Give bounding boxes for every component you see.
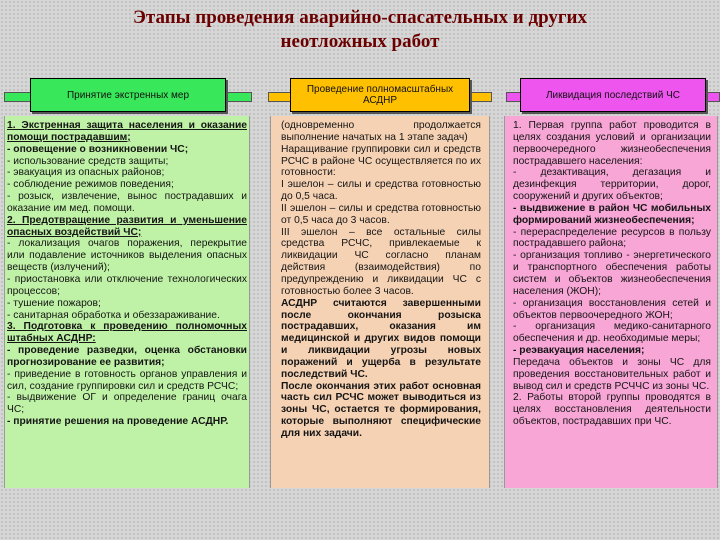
page-title-line-1: Этапы проведения аварийно-спасательных и других bbox=[133, 7, 587, 28]
stage-3-item: 1. Первая группа работ проводится в целях создания условий и организации первоочередного жизнеобеспечения пострадавшего населения: bbox=[513, 120, 711, 167]
stage-2-item: I эшелон – силы и средства готовностью до 0,5 часа. bbox=[281, 179, 481, 203]
stage-3-item: Передача объектов и зоны ЧС для проведения восстановительных работ и вывод сил и средств РСЧЧС из зоны ЧС. bbox=[513, 356, 711, 392]
stage-2-item: III эшелон – все остальные силы средства РСЧС, привлекаемые к ликвидации ЧС согласно планам действия (взаимодействия) по предупреждению и ликвидации ЧС с готовностью более 3 часов. bbox=[281, 226, 481, 297]
stage-3-header bbox=[520, 78, 706, 112]
stage-1-header bbox=[30, 78, 226, 112]
stage-1-item: 1. Экстренная защита населения и оказание помощи пострадавшим; bbox=[7, 120, 247, 143]
page-title bbox=[40, 6, 680, 54]
stage-1-header-label: Принятие экстренных мер bbox=[66, 89, 190, 101]
stage-2-item: Наращивание группировки сил и средств РСЧС в районе ЧС осуществляется по их готовности: bbox=[281, 143, 481, 179]
stage-2-panel bbox=[270, 116, 490, 488]
stage-3-item: - перераспределение ресурсов в пользу пострадавшего района; bbox=[513, 226, 711, 250]
stage-3-item: - дезактивация, дегазация и дезинфекция территории, дорог, сооружений и других объектов; bbox=[513, 167, 711, 203]
stage-1-item: - принятие решения на проведение АСДНР. bbox=[7, 416, 229, 428]
stage-1-item: - эвакуация из опасных районов; bbox=[7, 167, 165, 179]
stage-1-item: - локализация очагов поражения, перекрытие или подавление источников выделения опасных веществ (излучений); bbox=[7, 238, 247, 274]
stage-3-item: - организация восстановления сетей и объектов первоочередного ЖОН; bbox=[513, 297, 711, 321]
stage-3-header-label: Ликвидация последствий ЧС bbox=[545, 89, 681, 101]
stage-1-item: 3. Подготовка к проведению полномочных штабных АСДНР: bbox=[7, 321, 247, 345]
stage-3-item: 2. Работы второй группы проводятся в целях восстановления деятельности объектов, пострадавших при ЧС. bbox=[513, 392, 711, 428]
stage-1-item: - розыск, извлечение, вынос пострадавших и оказание им мед. помощи. bbox=[7, 191, 247, 214]
stage-2-item: (одновременно продолжается выполнение начатых на 1 этапе задач) bbox=[281, 120, 481, 143]
stage-1-item: - выдвижение ОГ и определение границ очага ЧС; bbox=[7, 392, 247, 416]
stage-3-item: - организация топливо - энергетического и транспортного обеспечения работы систем и объектов жизнеобеспечения населения (ЖОН); bbox=[513, 250, 711, 297]
stage-3-item: - выдвижение в район ЧС мобильных формирований жизнеобеспечения; bbox=[513, 202, 711, 226]
stage-3-item: - реэвакуация населения; bbox=[513, 345, 645, 357]
stage-1-item: - санитарная обработка и обеззараживание. bbox=[7, 309, 220, 321]
stage-2-banner bbox=[268, 78, 492, 112]
stage-2-header bbox=[290, 78, 470, 112]
page-title-line-2: неотложных работ bbox=[280, 31, 440, 52]
stage-3-item: - организация медико-санитарного обеспечения и др. необходимые меры; bbox=[513, 321, 711, 345]
stage-1-item: - тушение пожаров; bbox=[7, 297, 101, 309]
stage-1-item: 2. Предотвращение развития и уменьшение опасных воздействий ЧС; bbox=[7, 214, 247, 238]
stage-1-item: - соблюдение режимов поведения; bbox=[7, 179, 174, 191]
stage-3-panel bbox=[504, 116, 718, 488]
stage-1-banner bbox=[4, 78, 252, 112]
stage-1-item: - проведение разведки, оценка обстановки прогнозирование ее развития; bbox=[7, 345, 247, 368]
stage-2-item: После окончания этих работ основная часть сил РСЧС может выводиться из зоны ЧС, остается те формирования, которые выполняют специфические для них задачи. bbox=[281, 380, 481, 439]
stage-1-item: - приведение в готовность органов управления и сил, создание группировки сил и средств РСЧС; bbox=[7, 368, 247, 392]
stage-2-header-label: Проведение полномасштабных АСДНР bbox=[306, 84, 454, 106]
stage-1-panel bbox=[4, 116, 250, 488]
stage-1-item: - приостановка или отключение технологических процессов; bbox=[7, 273, 247, 297]
stage-1-item: - оповещение о возникновении ЧС; bbox=[7, 143, 189, 155]
stage-2-item: АСДНР считаются завершенными после окончания розыска пострадавших, оказания им медицинской и других видов помощи и ликвидации угрозы новых поражений и ущерба в результате последствий ЧС. bbox=[281, 297, 481, 380]
stage-1-item: - использование средств защиты; bbox=[7, 155, 169, 167]
stage-3-banner bbox=[506, 78, 720, 112]
stage-2-item: II эшелон – силы и средства готовностью от 0,5 часа до 3 часов. bbox=[281, 202, 481, 226]
